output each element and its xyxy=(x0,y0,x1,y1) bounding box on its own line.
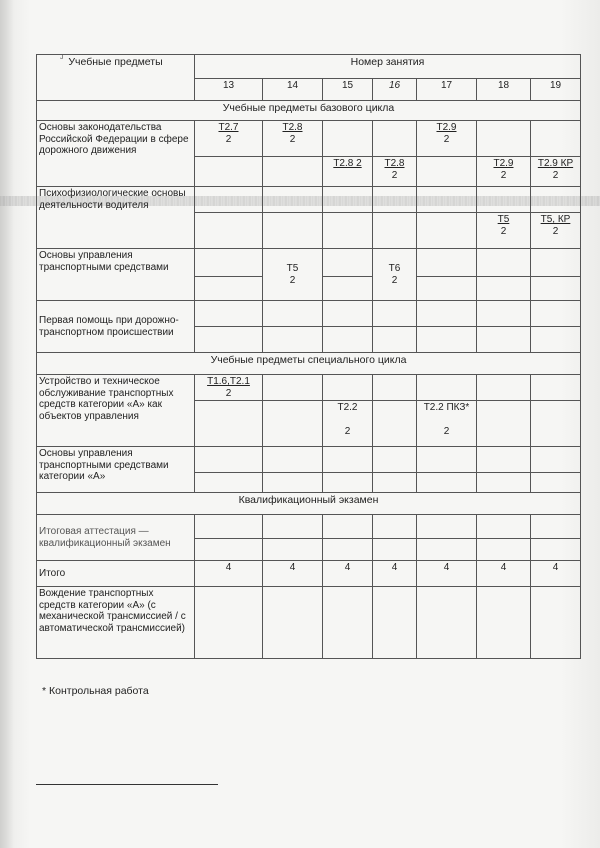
lesson-cell xyxy=(323,401,373,447)
hours-value: 2 xyxy=(289,133,296,145)
lesson-cell xyxy=(477,327,531,353)
lesson-number: 18 xyxy=(477,79,531,101)
hours-value: 2 xyxy=(443,425,450,437)
lesson-cell xyxy=(373,515,417,539)
lesson-cell xyxy=(477,301,531,327)
lesson-cell xyxy=(417,249,477,277)
lesson-cell xyxy=(195,447,263,473)
lesson-cell xyxy=(323,473,373,493)
lesson-cell xyxy=(323,249,373,277)
topic-code: Т1.6,Т2.1 xyxy=(207,376,250,387)
lesson-cell xyxy=(417,447,477,473)
lesson-cell xyxy=(323,447,373,473)
section-heading-exam: Квалификационный экзамен xyxy=(37,493,581,515)
hours-value: 2 xyxy=(552,225,559,237)
topic-code: Т2.7 xyxy=(218,122,239,133)
lesson-cell xyxy=(531,587,581,659)
lesson-cell xyxy=(373,249,417,301)
hours-value: 2 xyxy=(500,225,507,237)
lesson-cell xyxy=(417,539,477,561)
subject-law: Основы законодательства Российской Федерации в сфере дорожного движения xyxy=(37,121,195,187)
topic-code: Т6 xyxy=(388,263,401,274)
hours-value: 2 xyxy=(443,133,450,145)
lesson-cell xyxy=(373,213,417,249)
lesson-cell xyxy=(323,515,373,539)
lesson-cell xyxy=(531,157,581,187)
total-value: 4 xyxy=(531,561,581,587)
total-value: 4 xyxy=(477,561,531,587)
hours-value: 2 xyxy=(391,274,398,286)
lesson-cell xyxy=(477,401,531,447)
lesson-cell xyxy=(417,401,477,447)
lesson-cell xyxy=(263,515,323,539)
lesson-cell xyxy=(195,587,263,659)
lesson-number: 13 xyxy=(195,79,263,101)
lesson-cell xyxy=(417,473,477,493)
hours-value: 2 xyxy=(225,387,232,399)
lesson-cell xyxy=(195,249,263,277)
lesson-cell xyxy=(323,213,373,249)
lesson-cell xyxy=(323,375,373,401)
lesson-cell xyxy=(477,277,531,301)
section-heading-special: Учебные предметы специального цикла xyxy=(37,353,581,375)
subject-vehicle-control: Основы управления транспортными средствами xyxy=(37,249,195,301)
subject-vehicle-control-a: Основы управления транспортными средствами категории «А» xyxy=(37,447,195,493)
signature-line xyxy=(36,784,218,785)
lesson-cell xyxy=(263,301,323,327)
lesson-cell xyxy=(531,213,581,249)
lesson-cell xyxy=(263,121,323,157)
lesson-cell xyxy=(195,157,263,187)
lesson-cell xyxy=(531,327,581,353)
lesson-cell xyxy=(477,447,531,473)
lesson-cell xyxy=(373,473,417,493)
lesson-cell xyxy=(531,473,581,493)
lesson-cell xyxy=(531,187,581,213)
lesson-cell xyxy=(531,301,581,327)
hours-value: 2 xyxy=(552,169,559,181)
lesson-cell xyxy=(531,249,581,277)
lesson-number: 16 xyxy=(373,79,417,101)
subject-final-attestation: Итоговая аттестация — квалификационный экзамен xyxy=(37,515,195,561)
lesson-cell xyxy=(263,157,323,187)
lesson-cell xyxy=(477,515,531,539)
lesson-cell xyxy=(373,301,417,327)
total-value: 4 xyxy=(373,561,417,587)
lesson-cell xyxy=(373,539,417,561)
page-edge-shadow xyxy=(0,0,14,848)
topic-code: Т2.9 xyxy=(493,158,514,169)
subjects-header: Учебные предметы xyxy=(37,55,195,101)
lesson-cell xyxy=(323,187,373,213)
lesson-cell xyxy=(263,587,323,659)
lesson-cell xyxy=(263,447,323,473)
lesson-cell xyxy=(373,587,417,659)
lesson-cell xyxy=(263,187,323,213)
lesson-cell xyxy=(531,375,581,401)
total-value: 4 xyxy=(417,561,477,587)
lesson-cell xyxy=(417,121,477,157)
lesson-cell xyxy=(531,401,581,447)
lesson-cell xyxy=(263,375,323,401)
lesson-cell xyxy=(477,157,531,187)
lesson-cell xyxy=(323,121,373,157)
topic-code: Т2.8 xyxy=(384,158,405,169)
topic-code: Т2.8 2 xyxy=(333,158,362,169)
lesson-cell xyxy=(477,249,531,277)
footnote: * Контрольная работа xyxy=(42,685,149,697)
hours-value: 2 xyxy=(500,169,507,181)
lesson-cell xyxy=(195,121,263,157)
hours-value: 2 xyxy=(225,133,232,145)
topic-code: Т5 xyxy=(286,263,299,274)
lesson-number-header: Номер занятия xyxy=(195,55,581,79)
lesson-cell xyxy=(417,157,477,187)
lesson-cell xyxy=(531,277,581,301)
subject-driving: Вождение транспортных средств категории «А» (с механической трансмиссией / с автоматической трансмиссией) xyxy=(37,587,195,659)
lesson-cell xyxy=(323,301,373,327)
lesson-cell xyxy=(417,515,477,539)
lesson-cell xyxy=(195,401,263,447)
lesson-cell xyxy=(417,301,477,327)
lesson-cell xyxy=(531,447,581,473)
lesson-number: 19 xyxy=(531,79,581,101)
lesson-cell xyxy=(373,327,417,353)
lesson-cell xyxy=(373,447,417,473)
section-heading-base: Учебные предметы базового цикла xyxy=(37,101,581,121)
lesson-cell xyxy=(417,375,477,401)
lesson-number: 14 xyxy=(263,79,323,101)
topic-code: Т2.9 КР xyxy=(537,158,574,169)
lesson-cell xyxy=(417,277,477,301)
lesson-cell xyxy=(195,277,263,301)
total-value: 4 xyxy=(195,561,263,587)
lesson-cell xyxy=(263,401,323,447)
lesson-cell xyxy=(195,473,263,493)
lesson-cell xyxy=(263,327,323,353)
lesson-cell xyxy=(417,327,477,353)
hours-value: 2 xyxy=(391,169,398,181)
lesson-cell xyxy=(373,401,417,447)
corner-mark: J xyxy=(60,54,64,61)
lesson-cell xyxy=(195,375,263,401)
total-value: 4 xyxy=(263,561,323,587)
lesson-cell xyxy=(263,213,323,249)
lesson-cell xyxy=(417,213,477,249)
lesson-cell xyxy=(531,539,581,561)
lesson-cell xyxy=(263,249,323,301)
lesson-cell xyxy=(477,213,531,249)
lesson-cell xyxy=(323,587,373,659)
lesson-cell xyxy=(195,327,263,353)
lesson-cell xyxy=(195,301,263,327)
lesson-cell xyxy=(477,587,531,659)
lesson-cell xyxy=(477,539,531,561)
lesson-cell xyxy=(531,121,581,157)
subject-psychophysiology: Психофизиологические основы деятельности водителя xyxy=(37,187,195,249)
lesson-cell xyxy=(323,539,373,561)
lesson-cell xyxy=(477,121,531,157)
hours-value: 2 xyxy=(344,425,351,437)
topic-code: Т5, КР xyxy=(540,214,571,225)
hours-value: 2 xyxy=(289,274,296,286)
lesson-cell xyxy=(373,121,417,157)
lesson-cell xyxy=(477,187,531,213)
lesson-cell xyxy=(195,515,263,539)
lesson-cell xyxy=(477,375,531,401)
lesson-cell xyxy=(531,515,581,539)
topic-code: Т2.9 xyxy=(436,122,457,133)
lesson-cell xyxy=(323,157,373,187)
lesson-cell xyxy=(477,473,531,493)
lesson-number: 15 xyxy=(323,79,373,101)
lesson-cell xyxy=(195,539,263,561)
topic-code: Т2.8 xyxy=(282,122,303,133)
row-total-label: Итого xyxy=(37,561,195,587)
lesson-cell xyxy=(373,157,417,187)
topic-code: Т2.2 ПКЗ* xyxy=(423,402,470,413)
lesson-cell xyxy=(373,375,417,401)
lesson-cell xyxy=(417,187,477,213)
lesson-cell xyxy=(417,587,477,659)
topic-code: Т5 xyxy=(497,214,510,225)
lesson-cell xyxy=(323,277,373,301)
lesson-cell xyxy=(195,187,263,213)
total-value: 4 xyxy=(323,561,373,587)
lesson-cell xyxy=(195,213,263,249)
lesson-number: 17 xyxy=(417,79,477,101)
lesson-cell xyxy=(263,473,323,493)
subject-first-aid: Первая помощь при дорожно-транспортном происшествии xyxy=(37,301,195,353)
lesson-cell xyxy=(263,539,323,561)
lesson-cell xyxy=(373,187,417,213)
schedule-table xyxy=(36,54,581,659)
lesson-cell xyxy=(323,327,373,353)
subject-vehicle-device: Устройство и техническое обслуживание транспортных средств категории «А» как объектов управления xyxy=(37,375,195,447)
topic-code: Т2.2 xyxy=(337,402,358,413)
